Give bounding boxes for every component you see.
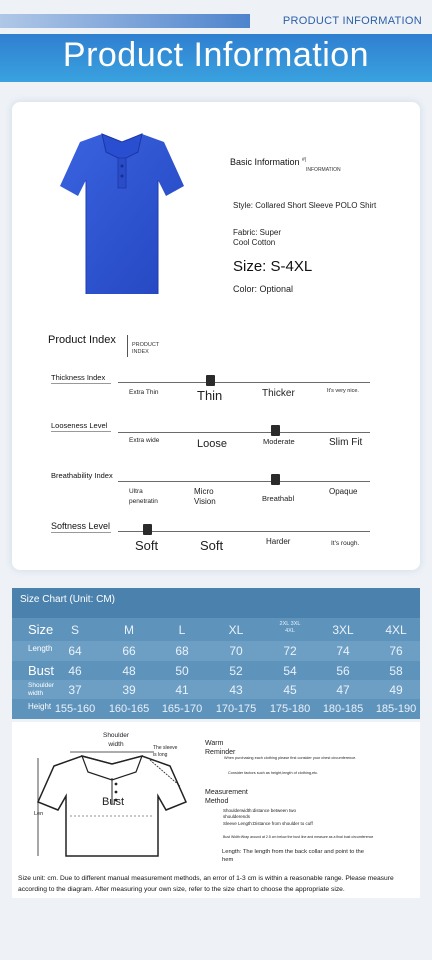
size-chart-title: Size Chart (Unit: CM) (20, 594, 116, 605)
method-line: Shoulderwidth:distance between two shoulderends (223, 808, 297, 819)
index-marker-thickness (206, 375, 215, 386)
table-cell: 52 (229, 664, 243, 678)
warm-reminder-title: Warm Reminder (205, 740, 236, 756)
table-cell: 68 (175, 644, 189, 658)
index-option: Loose (197, 438, 227, 450)
row-label: Height (28, 702, 52, 711)
spec-color: Color: Optional (233, 284, 294, 294)
row-label: Bust (28, 663, 55, 678)
basic-info-subtitle: INFORMATION (306, 167, 341, 173)
table-cell: 49 (389, 683, 403, 697)
index-marker-softness (143, 524, 152, 535)
index-option-selected: Soft (135, 538, 159, 553)
table-cell: 50 (175, 664, 189, 678)
size-chart-row (12, 641, 420, 661)
table-cell: 70 (229, 644, 243, 658)
table-cell: 58 (389, 664, 403, 678)
index-scale-softness (118, 531, 370, 532)
row-label: Shoulder width (28, 682, 55, 697)
spec-size: Size: S-4XL (233, 258, 313, 275)
table-cell: 37 (68, 683, 82, 697)
measurement-method-title: Measurement Method (205, 789, 248, 805)
index-option: Micro Vision (194, 487, 216, 506)
table-cell: 3XL (332, 623, 354, 637)
method-line: Sleeve Length:Distance from shoulder to cuff (223, 821, 313, 826)
index-label-underline (51, 431, 111, 432)
bust-label: Bust (102, 796, 125, 808)
product-index-title: Product Index (48, 334, 116, 346)
shoulder-width-label: Shoulder width (102, 732, 130, 748)
index-label-underline (51, 532, 111, 533)
table-cell: 64 (68, 644, 82, 658)
index-option: It's rough. (331, 540, 360, 547)
table-cell: S (70, 623, 79, 637)
table-cell: 39 (122, 683, 136, 697)
polo-shirt-image (58, 128, 186, 298)
table-cell: 48 (122, 664, 136, 678)
table-cell: M (124, 623, 134, 637)
table-cell: 41 (175, 683, 189, 697)
table-cell: 76 (389, 644, 403, 658)
index-option: It's very nice. (327, 388, 359, 394)
spec-style: Style: Collared Short Sleeve POLO Shirt (233, 201, 377, 210)
index-scale-breathability (118, 481, 370, 482)
table-cell: 2XL 3XL 4XL (279, 621, 301, 634)
table-cell: 74 (336, 644, 350, 658)
table-cell: 4XL (385, 623, 407, 637)
index-option: Opaque (329, 487, 358, 496)
index-option: Soft (200, 538, 224, 553)
row-label: Length (28, 644, 53, 653)
table-cell: 43 (229, 683, 243, 697)
index-label-breathability: Breathability Index (51, 471, 113, 480)
table-cell: 72 (283, 644, 297, 658)
index-option: Thicker (262, 388, 295, 399)
product-index-subtitle: PRODUCT INDEX (132, 342, 160, 355)
index-label-softness: Softness Level (51, 521, 111, 531)
table-cell: 46 (68, 664, 82, 678)
size-chart-row (12, 661, 420, 680)
index-option-selected: Thin (197, 388, 223, 403)
table-cell: 45 (283, 683, 297, 697)
table-cell: 185-190 (375, 703, 417, 715)
index-option-selected: Moderate (263, 437, 295, 446)
table-cell: 66 (122, 644, 136, 658)
page-title: Product Information (62, 36, 370, 74)
size-chart-row (12, 680, 420, 699)
index-scale-looseness (118, 432, 370, 433)
index-option: Slim Fit (329, 437, 363, 448)
method-line: Length: The length from the back collar and point to the hem (222, 849, 365, 863)
table-cell: 160-165 (108, 703, 150, 715)
table-cell: 170-175 (215, 703, 257, 715)
index-label-looseness: Looseness Level (51, 421, 108, 430)
table-cell: 155-160 (54, 703, 96, 715)
length-label: Len (34, 811, 44, 817)
size-chart-row (12, 699, 420, 719)
table-cell: 54 (283, 664, 297, 678)
reminder-line: Consider factors such as height,length of clothing,etc. (228, 771, 319, 775)
index-marker-looseness (271, 425, 280, 436)
table-cell: 175-180 (269, 703, 311, 715)
index-marker-breathability (271, 474, 280, 485)
index-scale-thickness (118, 382, 370, 383)
method-line: Bust Width:Wrap around at 2.5 cm below the bust line and measure as a final bust circumference (223, 835, 374, 839)
basic-info-title: Basic Information (230, 157, 300, 167)
table-cell: 180-185 (322, 703, 364, 715)
index-label-thickness: Thickness Index (51, 373, 106, 382)
table-cell: 56 (336, 664, 350, 678)
index-option: Harder (266, 537, 291, 546)
corner-label: PRODUCT INFORMATION (282, 15, 422, 27)
spec-fabric: Fabric: Super Cool Cotton (233, 228, 282, 247)
table-cell: 165-170 (161, 703, 203, 715)
table-cell: XL (228, 623, 244, 637)
index-option: Extra Thin (129, 389, 159, 396)
index-option-selected: Breathabl (262, 494, 295, 503)
table-cell: 47 (336, 683, 350, 697)
sleeve-length-label: The sleeve is long (153, 745, 178, 758)
index-option: Ultra penetratin (129, 488, 158, 505)
reminder-line: When purchasing each clothing please first consider your chest circumference. (224, 756, 357, 760)
row-label: Size (28, 622, 54, 637)
top-accent-line (0, 14, 250, 28)
table-cell: L (178, 623, 186, 637)
size-note: Size unit: cm. Due to different manual measurement methods, an error of 1-3 cm is within a reasonable range. Please measure according to the diagram. After measuring your own size, refer to the size chart to choose the appropriate size. (18, 875, 394, 893)
size-chart-row (12, 618, 420, 641)
index-label-underline (51, 383, 111, 384)
product-index-divider (127, 335, 128, 357)
index-option: Extra wide (129, 437, 160, 444)
basic-info-mark: #| (302, 157, 307, 163)
